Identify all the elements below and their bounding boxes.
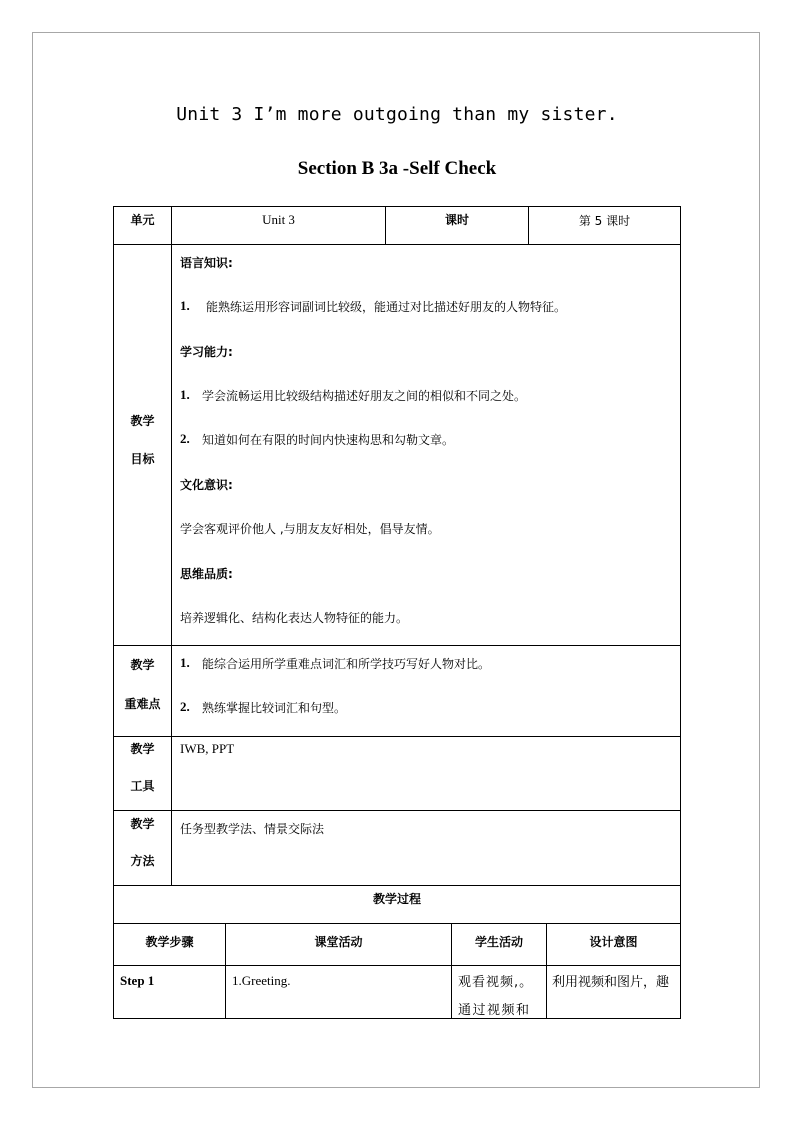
- step1-label: Step 1: [120, 973, 155, 988]
- process-header: 教学过程: [372, 892, 421, 906]
- learning-heading: 学习能力:: [180, 345, 233, 359]
- col-activity-header: 课堂活动: [314, 935, 363, 949]
- objectives-content-cell: [171, 244, 681, 646]
- thinking-text: 培养逻辑化、结构化表达人物特征的能力。: [180, 611, 409, 625]
- keypoints-label-cell: [113, 645, 172, 737]
- step1-cell: [113, 965, 226, 1019]
- learning-item1: 学会流畅运用比较级结构描述好朋友之间的相似和不同之处。: [202, 389, 527, 403]
- keypoints-label-line2: 重难点: [124, 697, 161, 711]
- process-header-cell: [113, 885, 681, 924]
- step1-activity: 1.Greeting.: [232, 973, 291, 988]
- unit-value-cell: [171, 206, 386, 245]
- keypoint-item1-number: 1.: [180, 655, 190, 670]
- unit-value: Unit 3: [262, 212, 295, 227]
- period-value: 第 5 课时: [578, 214, 631, 228]
- unit-label: 单元: [130, 213, 155, 227]
- tools-content-cell: [171, 736, 681, 811]
- step1-student-line1: 观看视频,。: [458, 975, 534, 990]
- keypoint-item2-number: 2.: [180, 699, 190, 714]
- step1-activity-cell: [225, 965, 452, 1019]
- step1-student-line2: 通过视频和: [458, 1003, 531, 1018]
- unit-label-cell: [113, 206, 172, 245]
- keypoint-item1: 能综合运用所学重难点词汇和所学技巧写好人物对比。: [202, 657, 491, 671]
- methods-label-cell: [113, 810, 172, 886]
- period-value-cell: [528, 206, 681, 245]
- col-activity-header-cell: [225, 923, 452, 966]
- period-label-cell: [385, 206, 529, 245]
- keypoints-label-line1: 教学: [130, 658, 155, 672]
- objectives-label-line1: 教学: [130, 414, 155, 428]
- objectives-label-cell: [113, 244, 172, 646]
- step1-intent-line1: 利用视频和图片，趣: [552, 975, 670, 990]
- period-label: 课时: [444, 213, 469, 227]
- keypoints-content-cell: [171, 645, 681, 737]
- language-heading: 语言知识:: [180, 256, 233, 270]
- methods-label-line1: 教学: [130, 817, 155, 831]
- tools-value: IWB, PPT: [180, 741, 235, 756]
- tools-label-cell: [113, 736, 172, 811]
- col-student-header-cell: [451, 923, 547, 966]
- col-intent-header-cell: [546, 923, 681, 966]
- tools-label-line1: 教学: [130, 742, 155, 756]
- tools-label-line2: 工具: [130, 779, 155, 793]
- lesson-title: Unit 3 I’m more outgoing than my sister.: [176, 104, 618, 125]
- col-steps-header: 教学步骤: [145, 935, 194, 949]
- section-subtitle: Section B 3a -Self Check: [297, 158, 497, 179]
- step1-student-cell: [451, 965, 547, 1019]
- col-intent-header: 设计意图: [589, 935, 638, 949]
- step1-intent-cell: [546, 965, 681, 1019]
- objectives-label-line2: 目标: [130, 452, 155, 466]
- learning-item2: 知道如何在有限的时间内快速构思和勾勒文章。: [202, 433, 455, 447]
- thinking-heading: 思维品质:: [180, 567, 233, 581]
- methods-content-cell: [171, 810, 681, 886]
- language-item1: 能熟练运用形容词副词比较级，能通过对比描述好朋友的人物特征。: [206, 300, 567, 314]
- culture-heading: 文化意识:: [180, 478, 233, 492]
- keypoint-item2: 熟练掌握比较词汇和句型。: [202, 701, 347, 715]
- col-student-header: 学生活动: [474, 935, 523, 949]
- language-item1-number: 1.: [180, 298, 190, 313]
- methods-label-line2: 方法: [130, 854, 155, 868]
- learning-item1-number: 1.: [180, 387, 190, 402]
- learning-item2-number: 2.: [180, 431, 190, 446]
- culture-text: 学会客观评价他人 ,与朋友友好相处，倡导友情。: [180, 522, 440, 536]
- col-steps-header-cell: [113, 923, 226, 966]
- methods-value: 任务型教学法、情景交际法: [180, 822, 325, 836]
